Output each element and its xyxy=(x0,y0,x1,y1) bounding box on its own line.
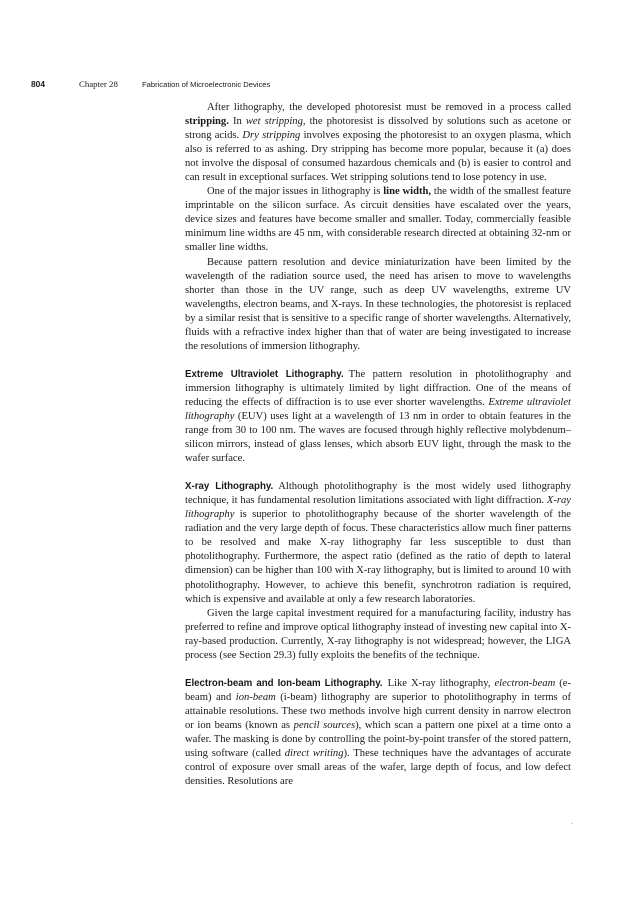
chapter-label: Chapter 28 xyxy=(79,79,118,89)
running-header xyxy=(31,79,270,93)
paragraph-line-width: One of the major issues in lithography is line width, the width of the smallest feature imprintable on the silicon surface. As circuit densities have escalated over the years, device sizes and features have become smaller and smaller. Today, commercially feasible minimum line widths are 45 nm, with considerable research directed at obtaining 32-nm or smaller line widths. xyxy=(185,186,571,254)
section-euv: Extreme Ultraviolet Lithography. The pattern resolution in photolithography and immersion lithography is ultimately limited by light diffraction. One of the means of reducing the effects of diffraction is to use ever shorter wavelengths. Extreme ultraviolet lithography (EUV) uses light at a wavelength of 13 nm in order to obtain features in the range from 30 to 100 nm. The waves are focused through highly reflective molybdenum–silicon mirrors, instead of glass lenses, which absorb EUV light, through the mask to the wafer surface. xyxy=(185,368,571,465)
chapter-title: Fabrication of Microelectronic Devices xyxy=(142,80,271,89)
term-wet-stripping: wet stripping, xyxy=(245,116,306,128)
section-ebeam: Electron-beam and Ion-beam Lithography. Like X-ray lithography, electron-beam (e-beam) and ion-beam (i-beam) lithography are superior to photolithography in terms of attainable resolutions. These two methods involve high current density in narrow electron or ion beams (known as pencil sources), which scan a pattern one pixel at a time onto a wafer. The masking is done by controlling the point-by-point transfer of the stored pattern, using software (called direct writing). These techniques have the advantages of accurate control of exposure over small areas of the wafer, large depth of focus, and low defect densities. Resolutions are xyxy=(185,677,572,788)
section-xray: X-ray Lithography. Although photolithography is the most widely used lithography technique, it has fundamental resolution limitations associated with light diffraction. X-ray lithography is superior to photolithography because of the shorter wavelength of the radiation and the very large depth of focus. These characteristics allow much finer patterns to be resolved and make X-ray lithography far less susceptible to dust than photolithography. Furthermore, the aspect ratio (defined as the ratio of depth to lateral dimension) can be higher than 100 with X-ray lithography, but is limited to around 10 with photolithography. However, to achieve this benefit, synchrotron radiation is required, which is expensive and available at only a few research laboratories. xyxy=(185,481,571,605)
term-stripping: stripping. xyxy=(185,116,229,128)
term-euv: Extreme ultraviolet lithography xyxy=(185,396,571,422)
term-ion-beam: ion-beam xyxy=(235,691,276,703)
term-electron-beam: electron-beam xyxy=(494,677,556,689)
page-tick-mark: · xyxy=(571,820,574,828)
heading-ebeam: Electron-beam and Ion-beam Lithography. xyxy=(185,677,383,689)
page-number: 804 xyxy=(31,79,45,89)
term-xray: X-ray lithography xyxy=(185,495,571,521)
term-line-width: line width, xyxy=(383,186,432,198)
paragraph-capital: Given the large capital investment required for a manufacturing facility, industry has preferred to refine and improve optical lithography instead of investing new capital into X-ray-based production. Currently, X-ray lithography is not widespread; however, the LIGA process (see Section 29.3) fully exploits the benefits of the technique. xyxy=(185,607,571,661)
term-direct-writing: direct writing xyxy=(284,748,344,760)
term-dry-stripping: Dry stripping xyxy=(242,130,301,142)
paragraph-wavelength: Because pattern resolution and device miniaturization have been limited by the wavelength of the radiation source used, the need has arisen to move to wavelengths shorter than those in the UV range, such as deep UV wavelengths, extreme UV wavelengths, electron beams, and X-rays. In these technologies, the photoresist is replaced by a similar resist that is sensitive to a specific range of shorter wavelengths. Alternatively, fluids with a refractive index higher than that of water are being investigated to increase the resolutions of immersion lithography. xyxy=(185,256,571,352)
body-text xyxy=(185,101,571,789)
heading-xray: X-ray Lithography. xyxy=(185,481,274,493)
term-pencil-sources: pencil sources xyxy=(293,719,356,731)
heading-euv: Extreme Ultraviolet Lithography. xyxy=(185,368,344,380)
paragraph-stripping: After lithography, the developed photoresist must be removed in a process called stripping. In wet stripping, the photoresist is dissolved by solutions such as acetone or strong acids. Dry stripping involves exposing the photoresist to an oxygen plasma, which also is referred to as ashing. Dry stripping has become more popular, because it (a) does not involve the disposal of consumed hazardous chemicals and (b) is easier to control and can result in exceptional surfaces. Wet stripping solutions tend to lose potency in use. xyxy=(185,102,572,184)
